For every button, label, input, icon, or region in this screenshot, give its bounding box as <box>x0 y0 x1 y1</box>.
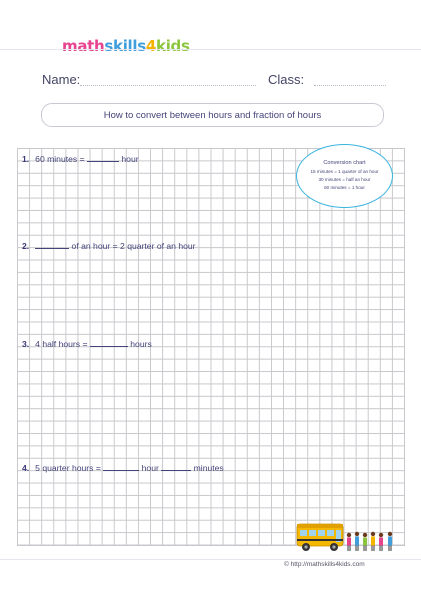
question-4 <box>22 462 224 473</box>
question-text-middle: hour <box>139 463 162 473</box>
class-field[interactable] <box>314 85 386 86</box>
question-number: 2. <box>22 241 30 251</box>
question-text-before: 5 quarter hours = <box>35 463 104 473</box>
question-text-after: hours <box>127 339 152 349</box>
logo-part-math: math <box>62 37 105 55</box>
school-bus-illustration <box>295 520 403 556</box>
conversion-line: 60 minutes = 1 hour <box>324 185 365 190</box>
question-number: 3. <box>22 339 30 349</box>
question-number: 4. <box>22 463 30 473</box>
question-text-after: of an hour = 2 quarter of an hour <box>69 241 196 251</box>
conversion-line: 15 minutes = 1 quarter of an hour <box>310 169 379 174</box>
question-3 <box>22 338 152 349</box>
header-divider <box>0 49 421 50</box>
footer-divider <box>0 559 421 560</box>
question-text-after: minutes <box>191 463 224 473</box>
name-field[interactable] <box>80 85 256 86</box>
name-class-row <box>42 72 387 90</box>
conversion-chart-title: Conversion chart <box>323 160 366 166</box>
answer-blank[interactable] <box>35 240 69 249</box>
class-label: Class: <box>268 72 305 87</box>
answer-blank[interactable] <box>90 338 128 347</box>
conversion-line: 30 minutes = half an hour <box>318 177 371 182</box>
name-label: Name: <box>42 72 81 87</box>
question-text-before: 60 minutes = <box>35 154 88 164</box>
answer-blank[interactable] <box>161 462 191 471</box>
answer-blank[interactable] <box>87 153 119 162</box>
worksheet-title-box <box>41 103 384 127</box>
question-text-before: 4 half hours = <box>35 339 90 349</box>
question-2 <box>22 240 196 251</box>
footer-url[interactable]: © http://mathskills4kids.com <box>284 561 365 568</box>
question-number: 1. <box>22 154 30 164</box>
answer-blank[interactable] <box>103 462 139 471</box>
worksheet-title: How to convert between hours and fraction of hours <box>103 109 322 121</box>
conversion-chart <box>296 144 393 208</box>
logo-part-skills: skills <box>104 37 146 55</box>
logo-part-kids: kids <box>156 37 190 55</box>
question-1 <box>22 153 139 164</box>
site-logo <box>62 36 190 56</box>
question-text-after: hour <box>119 154 139 164</box>
logo-part-4: 4 <box>145 37 157 55</box>
